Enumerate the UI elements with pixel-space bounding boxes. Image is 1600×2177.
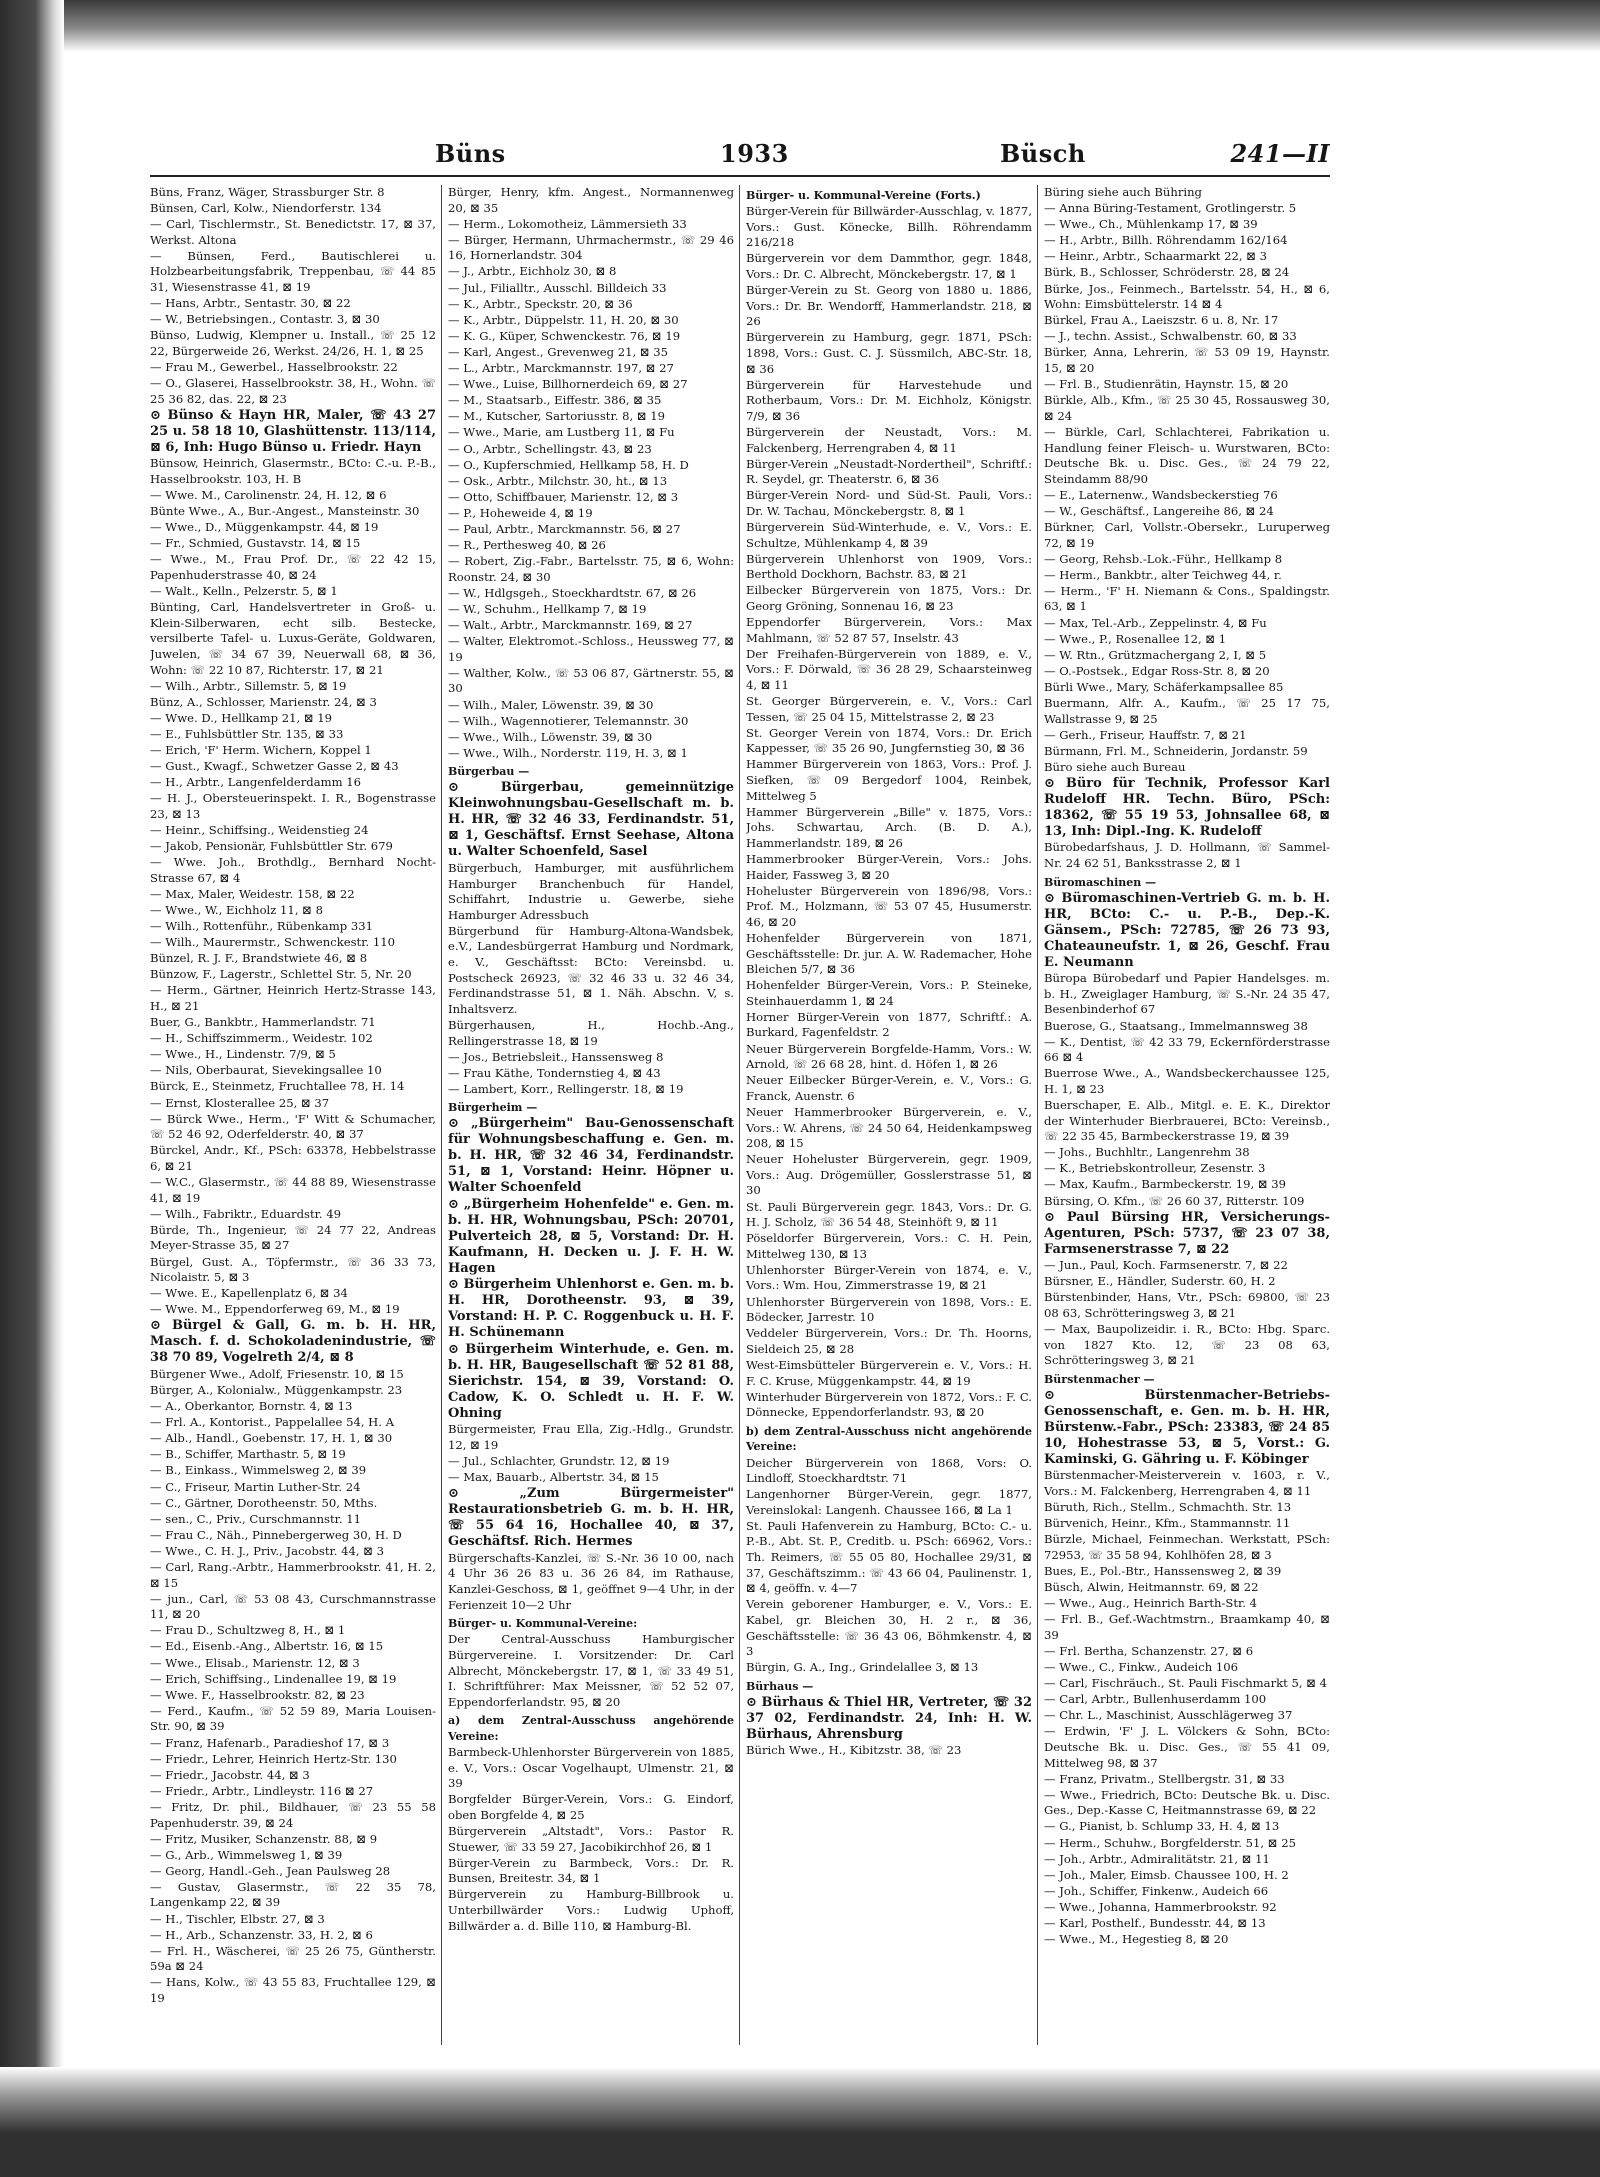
directory-entry: — H., Schiffszimmerm., Weidestr. 102 [150, 1031, 373, 1046]
directory-entry: Hammer Bürgerverein „Bille" v. 1875, Vors.: Johs. Schwartau, Arch. (B. D. A.), Hammerlandstr. 189, ⊠ 26 [746, 804, 1032, 850]
directory-entry: Bürger-Verein zu Barmbeck, Vors.: Dr. R. Bunsen, Breitestr. 34, ⊠ 1 [448, 1855, 734, 1886]
directory-entry: Bürgerverein Uhlenhorst von 1909, Vors.: Berthold Dockhorn, Bachstr. 83, ⊠ 21 [746, 551, 1032, 582]
directory-entry: — Friedr., Arbtr., Lindleystr. 116 ⊠ 27 [150, 1783, 374, 1798]
directory-entry: — Wwe., M., Frau Prof. Dr., ☏ 22 42 15, Papenhuderstrasse 40, ⊠ 24 [150, 552, 436, 582]
directory-entry: Bürstenmacher — [1044, 1372, 1155, 1386]
directory-entry: St. Georger Bürgerverein, e. V., Vors.: Carl Tessen, ☏ 25 04 15, Mittelstrasse 2, ⊠ 23 [746, 694, 1032, 724]
directory-entry: ⊙ Bürgerbau, gemeinnützige Kleinwohnungsbau-Gesellschaft m. b. H. HR, ☏ 32 46 33, Ferdinandstr. 51, ⊠ 1, Geschäftsf. Ernst Seehase, Altona u. Walter Schoenfeld, Sasel [448, 780, 734, 860]
directory-entry: Neuer Bürgerverein Borgfelde-Hamm, Vors.: W. Arnold, ☏ 26 68 28, hint. d. Höfen 1, ⊠ 26 [746, 1041, 1032, 1072]
header-year: 1933 [720, 139, 789, 168]
directory-entry: — Wilh., Rottenführ., Rübenkamp 331 [150, 919, 373, 934]
directory-entry: Bürgerverein „Altstadt", Vors.: Pastor R. Stuewer, ☏ 33 59 27, Jacobikirchhof 26, ⊠ 1 [448, 1823, 734, 1854]
directory-entry: — O., Glaserei, Hasselbrookstr. 38, H., Wohn. ☏ 25 36 82, das. 22, ⊠ 23 [150, 376, 436, 406]
directory-entry: — Franz, Hafenarb., Paradieshof 17, ⊠ 3 [150, 1735, 390, 1750]
directory-entry: — Herm., Bankbtr., alter Teichweg 44, r. [1044, 567, 1282, 582]
directory-entry: — Joh., Schiffer, Finkenw., Audeich 66 [1044, 1883, 1269, 1898]
directory-entry: Bürger-Verein für Billwärder-Ausschlag, v. 1877, Vors.: Gust. Könecke, Billh. Röhrendamm 216/218 [746, 204, 1032, 250]
directory-entry: Hoheluster Bürgerverein von 1896/98, Vors.: Prof. M., Holzmann, ☏ 53 07 45, Husumerstr. 46, ⊠ 20 [746, 883, 1032, 929]
directory-entry: Neuer Eilbecker Bürger-Verein, e. V., Vors.: G. Franck, Auenstr. 6 [746, 1073, 1032, 1103]
directory-entry: St. Georger Verein von 1874, Vors.: Dr. Erich Kappesser, ☏ 35 26 90, Jungfernstieg 30, ⊠ 36 [746, 725, 1032, 756]
directory-entry: — Wilh., Fabriktr., Eduardstr. 49 [150, 1206, 342, 1221]
directory-entry: ⊙ Bürgerheim Uhlenhorst e. Gen. m. b. H. HR, Dorotheenstr. 93, ⊠ 39, Vorstand: H. P. C. Roggenbuck u. H. F. H. Schünemann [448, 1277, 734, 1341]
directory-entry: — Walt., Arbtr., Marckmannstr. 169, ⊠ 27 [448, 618, 693, 633]
directory-entry: ⊙ „Bürgerheim Hohenfelde" e. Gen. m. b. H. HR, Wohnungsbau, PSch: 20701, Pulverteich 28, ⊠ 5, Vorstand: Dr. H. Kaufmann, H. Decken u. J. F. H. W. Hagen [448, 1196, 734, 1276]
directory-entry: Bürgener Wwe., Adolf, Friesenstr. 10, ⊠ 15 [150, 1366, 404, 1381]
directory-entry: — B., Einkass., Wimmelsweg 2, ⊠ 39 [150, 1463, 367, 1478]
directory-entry: Bürstenbinder, Hans, Vtr., PSch: 69800, ☏ 23 08 63, Schrötteringsweg 3, ⊠ 21 [1044, 1290, 1330, 1320]
directory-entry: Büruth, Rich., Stellm., Schmachth. Str. 13 [1044, 1500, 1292, 1515]
directory-entry: — Frl. H., Wäscherei, ☏ 25 26 75, Güntherstr. 59a ⊠ 24 [150, 1943, 436, 1974]
directory-page [150, 135, 1330, 2045]
directory-entry: — Lambert, Korr., Rellingerstr. 18, ⊠ 19 [448, 1081, 684, 1096]
directory-entry: — Jakob, Pensionär, Fuhlsbüttler Str. 679 [150, 839, 393, 854]
directory-entry: Deicher Bürgerverein von 1868, Vors: O. Lindloff, Stoeckhardtstr. 71 [746, 1455, 1032, 1486]
directory-entry: — Friedr., Jacobstr. 44, ⊠ 3 [150, 1767, 310, 1782]
header-right-keyword: Büsch [1000, 139, 1086, 168]
directory-entry: — A., Oberkantor, Bornstr. 4, ⊠ 13 [150, 1399, 353, 1414]
directory-entry: — G., Arb., Wimmelsweg 1, ⊠ 39 [150, 1847, 343, 1862]
directory-entry: — Fr., Schmied, Gustavstr. 14, ⊠ 15 [150, 536, 361, 551]
directory-entry: — sen., C., Priv., Curschmannstr. 11 [150, 1511, 362, 1526]
directory-entry: — H., Arbtr., Langenfelderdamm 16 [150, 775, 362, 790]
directory-entry: — Walther, Kolw., ☏ 53 06 87, Gärtnerstr. 55, ⊠ 30 [448, 665, 734, 696]
directory-entry: Bürgerbuch, Hamburger, mit ausführlichem Hamburger Branchenbuch für Handel, Schiffahrt, Industrie u. Gewerbe, siehe Hamburger Adressbuch [448, 860, 734, 922]
directory-entry: ⊙ Bürgel & Gall, G. m. b. H. HR, Masch. f. d. Schokoladenindustrie, ☏ 38 70 89, Vogelreth 2/4, ⊠ 8 [150, 1318, 436, 1366]
directory-entry: Hammerbrooker Bürger-Verein, Vors.: Johs. Haider, Fassweg 3, ⊠ 20 [746, 851, 1032, 882]
directory-entry: — Max, Kaufm., Barmbeckerstr. 19, ⊠ 39 [1044, 1177, 1287, 1192]
directory-entry: — H. J., Obersteuerinspekt. I. R., Bogenstrasse 23, ⊠ 13 [150, 791, 436, 821]
directory-entry: — Georg, Rehsb.-Lok.-Führ., Hellkamp 8 [1044, 551, 1283, 566]
directory-entry: Bürgerschafts-Kanzlei, ☏ S.-Nr. 36 10 00, nach 4 Uhr 36 26 83 u. 36 26 84, im Rathause, Kanzlei-Geschoss, ⊠ 1, geöffnet 9—4 Uhr, in der Ferienzeit 10—2 Uhr [448, 1550, 734, 1612]
scan-top-shadow [0, 0, 1600, 52]
directory-entry: — M., Staatsarb., Eiffestr. 386, ⊠ 35 [448, 393, 662, 408]
directory-entry: — Wwe., Johanna, Hammerbrookstr. 92 [1044, 1899, 1277, 1914]
directory-entry: Langenhorner Bürger-Verein, gegr. 1877, Vereinslokal: Langenh. Chaussee 166, ⊠ La 1 [746, 1487, 1032, 1517]
directory-entry: Bünsow, Heinrich, Glasermstr., BCto: C.-u. P.-B., Hasselbrookstr. 103, H. B [150, 456, 436, 486]
directory-entry: — Gustav, Glasermstr., ☏ 22 35 78, Langenkamp 22, ⊠ 39 [150, 1879, 436, 1910]
scan-left-edge [0, 0, 64, 2177]
directory-entry: — Wilh., Arbtr., Sillemstr. 5, ⊠ 19 [150, 678, 347, 693]
directory-entry: — Frl. B., Studienrätin, Haynstr. 15, ⊠ 20 [1044, 377, 1289, 392]
directory-entry: — Frl. B., Gef.-Wachtmstrn., Braamkamp 40, ⊠ 39 [1044, 1612, 1330, 1642]
directory-entry: Borgfelder Bürger-Verein, Vors.: G. Eindorf, oben Borgfelde 4, ⊠ 25 [448, 1792, 734, 1822]
directory-entry: Bürgerverein zu Hamburg-Billbrook u. Unterbillwärder Vors.: Ludwig Uphoff, Billwärder a. d. Bille 110, ⊠ Hamburg-Bl. [448, 1887, 734, 1933]
directory-entry: — Jul., Schlachter, Grundstr. 12, ⊠ 19 [448, 1454, 670, 1469]
directory-entry: — C., Gärtner, Dorotheenstr. 50, Mths. [150, 1495, 378, 1510]
directory-entry: — Osk., Arbtr., Milchstr. 30, ht., ⊠ 13 [448, 473, 668, 488]
directory-entry: Buermann, Alfr. A., Kaufm., ☏ 25 17 75, Wallstrasse 9, ⊠ 25 [1044, 696, 1330, 726]
directory-entry: Bürger- u. Kommunal-Vereine: [448, 1617, 638, 1631]
directory-entry: — Gust., Kwagf., Schwetzer Gasse 2, ⊠ 43 [150, 759, 399, 774]
directory-entry: — Ferd., Kaufm., ☏ 52 59 89, Maria Louisen-Str. 90, ⊠ 39 [150, 1703, 436, 1734]
directory-entry: Büro siehe auch Bureau [1044, 759, 1186, 774]
directory-entry: — Wwe., D., Müggenkampstr. 44, ⊠ 19 [150, 520, 379, 535]
directory-entry: — O., Kupferschmied, Hellkamp 58, H. D [448, 457, 689, 472]
directory-entry: Buerrose Wwe., A., Wandsbeckerchaussee 125, H. 1, ⊠ 23 [1044, 1066, 1330, 1096]
directory-entry: — Otto, Schiffbauer, Marienstr. 12, ⊠ 3 [448, 489, 679, 504]
directory-entry: — Wwe., C., Finkw., Audeich 106 [1044, 1660, 1239, 1675]
directory-entry: — Wwe., M., Hegestieg 8, ⊠ 20 [1044, 1932, 1229, 1947]
directory-entry: — Wwe., Elisab., Marienstr. 12, ⊠ 3 [150, 1655, 360, 1670]
directory-entry: — J., techn. Assist., Schwalbenstr. 60, ⊠ 33 [1044, 329, 1297, 344]
directory-entry: — Franz, Privatm., Stellbergstr. 31, ⊠ 33 [1044, 1771, 1285, 1786]
directory-entry: — Herm., Lokomotheiz, Lämmersieth 33 [448, 216, 687, 231]
directory-entry: — Wwe., Friedrich, BCto: Deutsche Bk. u. Disc. Ges., Dep.-Kasse C, Heitmannstrasse 69, ⊠ 22 [1044, 1787, 1330, 1818]
directory-entry: — K., Betriebskontrolleur, Zesenstr. 3 [1044, 1161, 1266, 1176]
directory-entry: Buerose, G., Staatsang., Immelmannsweg 38 [1044, 1018, 1308, 1033]
directory-entry: Hohenfelder Bürgerverein von 1871, Geschäftsstelle: Dr. jur. A. W. Rademacher, Hohe Bleichen 5/7, ⊠ 36 [746, 930, 1032, 977]
directory-entry: — Carl, Fischräuch., St. Pauli Fischmarkt 5, ⊠ 4 [1044, 1676, 1328, 1691]
directory-entry: — Jun., Paul, Koch. Farmsenerstr. 7, ⊠ 22 [1044, 1258, 1288, 1273]
directory-entry: Hammer Bürgerverein von 1863, Vors.: Prof. J. Siefken, ☏ 09 Bergedorf 1004, Reinbek, Mittelweg 5 [746, 757, 1032, 803]
directory-entry: West-Eimsbütteler Bürgerverein e. V., Vors.: H. F. C. Kruse, Müggenkampstr. 44, ⊠ 19 [746, 1357, 1032, 1388]
directory-entry: ⊙ Bürgerheim Winterhude, e. Gen. m. b. H. HR, Baugesellschaft ☏ 52 81 88, Sierichstr. 154, ⊠ 39, Vorstand: O. Cadow, K. O. Schledt u. H. F. W. Ohning [448, 1341, 734, 1421]
directory-entry: — Wwe., Ch., Mühlenkamp 17, ⊠ 39 [1044, 217, 1258, 232]
directory-entry: Bürgerverein Süd-Winterhude, e. V., Vors.: E. Schultze, Mühlenkamp 4, ⊠ 39 [746, 519, 1032, 550]
directory-entry: — Wwe., Luise, Billhornerdeich 69, ⊠ 27 [448, 377, 688, 392]
directory-entry: Bürger, A., Kolonialw., Müggenkampstr. 23 [150, 1382, 403, 1397]
directory-entry: — K., Arbtr., Düppelstr. 11, H. 20, ⊠ 30 [448, 312, 679, 327]
directory-entry: — O., Arbtr., Schellingstr. 43, ⊠ 23 [448, 441, 652, 456]
columns [150, 185, 1330, 2045]
directory-entry: — Robert, Zig.-Fabr., Bartelsstr. 75, ⊠ 6, Wohn: Roonstr. 24, ⊠ 30 [448, 554, 734, 584]
directory-entry: — Wwe. E., Kapellenplatz 6, ⊠ 34 [150, 1286, 348, 1301]
directory-entry: ⊙ Bürstenmacher-Betriebs-Genossenschaft, e. Gen. m. b. H. HR, Bürstenw.-Fabr., PSch: 23383, ☏ 24 85 10, Hohestrasse 53, ⊠ 5, Vorst.: G. Kaminski, G. Gähring u. F. Köbinger [1044, 1387, 1330, 1467]
directory-entry: — K., Dentist, ☏ 42 33 79, Eckernförderstrasse 66 ⊠ 4 [1044, 1034, 1330, 1065]
column-1 [150, 185, 436, 2045]
directory-entry: — Friedr., Lehrer, Heinrich Hertz-Str. 130 [150, 1751, 397, 1766]
directory-entry: — Frau C., Näh., Pinnebergerweg 30, H. D [150, 1527, 402, 1542]
directory-entry: — H., Arb., Schanzenstr. 33, H. 2, ⊠ 6 [150, 1927, 373, 1942]
directory-entry: — Johs., Buchhltr., Langenrehm 38 [1044, 1145, 1250, 1160]
directory-entry: ⊙ „Zum Bürgermeister" Restaurationsbetrieb G. m. b. H. HR, ☏ 55 64 16, Hochallee 40, ⊠ 37, Geschäftsf. Rich. Hermes [448, 1486, 734, 1550]
directory-entry: — Joh., Arbtr., Admiralitätstr. 21, ⊠ 11 [1044, 1851, 1270, 1866]
directory-entry: — Erich, 'F' Herm. Wichern, Koppel 1 [150, 743, 372, 757]
directory-entry: Bürhaus — [746, 1679, 814, 1693]
directory-entry: Bürgerverein der Neustadt, Vors.: M. Falckenberg, Herrengraben 4, ⊠ 11 [746, 424, 1032, 455]
directory-entry: — W., Hdlgsgeh., Stoeckhardtstr. 67, ⊠ 26 [448, 585, 697, 600]
directory-entry: Bürobedarfshaus, J. D. Hollmann, ☏ Sammel-Nr. 24 62 51, Banksstrasse 2, ⊠ 1 [1044, 840, 1330, 871]
directory-entry: Bünting, Carl, Handelsvertreter in Groß- u. Klein-Silberwaren, echt silb. Bestecke, versilberte Tafel- u. Luxus-Geräte, Goldwaren, Juwelen, ☏ 34 67 39, Neuerwall 68, ⊠ 36, Wohn: ☏ 22 10 87, Richterstr. 17, ⊠ 21 [150, 600, 436, 677]
directory-entry: Eppendorfer Bürgerverein, Vors.: Max Mahlmann, ☏ 52 87 57, Inselstr. 43 [746, 615, 1032, 645]
directory-entry: Bürgerbund für Hamburg-Altona-Wandsbek, e.V., Landesbürgerrat Hamburg und Nordmark, e. V., Geschäftsst: BCto: Vereinsbd. u. Postscheck 26923, ☏ 32 46 33 u. 32 46 34, Ferdinandstrasse 51, ⊠ 1. Näh. Abschn. V, s. Inhaltsverz. [448, 923, 734, 1016]
directory-entry: Bürkner, Carl, Vollstr.-Obersekr., Luruperweg 72, ⊠ 19 [1044, 519, 1330, 550]
directory-entry: — Wwe. M., Eppendorferweg 69, M., ⊠ 19 [150, 1302, 400, 1317]
directory-entry: ⊙ Büromaschinen-Vertrieb G. m. b. H. HR, BCto: C.- u. P.-B., Dep.-K. Gänsem., PSch: 72785, ☏ 26 73 93, Chateauneufstr. 1, ⊠ 26, Geschf. Frau E. Neumann [1044, 890, 1330, 970]
directory-entry: Winterhuder Bürgerverein von 1872, Vors.: F. C. Dönnecke, Eppendorferlandstr. 93, ⊠ 20 [746, 1389, 1032, 1420]
directory-entry: Bürzle, Michael, Feinmechan. Werkstatt, PSch: 72953, ☏ 35 58 94, Kohlhöfen 28, ⊠ 3 [1044, 1532, 1330, 1562]
directory-entry: — Frau D., Schultzweg 8, H., ⊠ 1 [150, 1623, 346, 1638]
directory-entry: — Ernst, Klosterallee 25, ⊠ 37 [150, 1095, 330, 1110]
directory-entry: — Erdwin, 'F' J. L. Völckers & Sohn, BCto: Deutsche Bk. u. Disc. Ges., ☏ 55 41 09, Mittelweg 98, ⊠ 37 [1044, 1724, 1330, 1770]
directory-entry: Bürgermeister, Frau Ella, Zig.-Hdlg., Grundstr. 12, ⊠ 19 [448, 1422, 734, 1453]
directory-entry: Büropa Bürobedarf und Papier Handelsges. m. b. H., Zweiglager Hamburg, ☏ S.-Nr. 24 35 47, Besenbinderhof 67 [1044, 971, 1330, 1017]
directory-entry: Bürger-Verein „Neustadt-Nordertheil", Schriftf.: R. Seydel, gr. Theaterstr. 6, ⊠ 36 [746, 456, 1032, 487]
directory-entry: — Bürkle, Carl, Schlachterei, Fabrikation u. Handlung feiner Fleisch- u. Wurstwaren, BCto: Deutsche Bk. u. Disc. Ges., ☏ 24 79 22, Steindamm 88/90 [1044, 424, 1330, 486]
page-header [150, 135, 1330, 177]
directory-entry: Bürger-Verein Nord- und Süd-St. Pauli, Vors.: Dr. W. Tachau, Mönckebergstr. 8, ⊠ 1 [746, 488, 1032, 518]
directory-entry: Bürmann, Frl. M., Schneiderin, Jordanstr. 59 [1044, 743, 1308, 758]
directory-entry: — Max, Baupolizeidir. i. R., BCto: Hbg. Sparc. von 1827 Kto. 12, ☏ 23 08 63, Schrötteringsweg 3, ⊠ 21 [1044, 1322, 1330, 1368]
directory-entry: — Bünsen, Ferd., Bautischlerei u. Holzbearbeitungsfabrik, Treppenbau, ☏ 44 85 31, Wiesenstrasse 41, ⊠ 19 [150, 248, 436, 295]
header-left-keyword: Büns [435, 139, 506, 168]
directory-entry: ⊙ Paul Bürsing HR, Versicherungs-Agenturen, PSch: 5737, ☏ 23 07 38, Farmsenerstrasse 7, ⊠ 22 [1044, 1209, 1330, 1257]
directory-entry: Bünte Wwe., A., Bur.-Angest., Mansteinstr. 30 [150, 504, 420, 519]
directory-entry: — Frau M., Gewerbel., Hasselbrookstr. 22 [150, 360, 398, 375]
directory-entry: Eilbecker Bürgerverein von 1875, Vors.: Dr. Georg Gröning, Sonnenau 16, ⊠ 23 [746, 583, 1032, 613]
directory-entry: — Chr. L., Maschinist, Ausschlägerweg 37 [1044, 1708, 1293, 1723]
directory-entry: — Gerh., Friseur, Hauffstr. 7, ⊠ 21 [1044, 727, 1247, 742]
directory-entry: — Herm., Gärtner, Heinrich Hertz-Strasse 143, H., ⊠ 21 [150, 983, 436, 1013]
directory-entry: — Wwe. D., Hellkamp 21, ⊠ 19 [150, 710, 332, 725]
directory-entry: ⊙ Büro für Technik, Professor Karl Rudeloff HR. Techn. Büro, PSch: 18362, ☏ 55 19 53, Johnsallee 68, ⊠ 13, Inh: Dipl.-Ing. K. Rudeloff [1044, 775, 1330, 839]
directory-entry: — O.-Postsek., Edgar Ross-Str. 8, ⊠ 20 [1044, 663, 1270, 678]
directory-entry: Horner Bürger-Verein von 1877, Schriftf.: A. Burkard, Fagenfeldstr. 2 [746, 1009, 1032, 1040]
directory-entry: — Wwe., C. H. J., Priv., Jacobstr. 44, ⊠ 3 [150, 1543, 385, 1558]
directory-entry: — M., Kutscher, Sartoriusstr. 8, ⊠ 19 [448, 409, 665, 424]
directory-entry: Bürgin, G. A., Ing., Grindelallee 3, ⊠ 13 [746, 1660, 979, 1675]
directory-entry: Barmbeck-Uhlenhorster Bürgerverein von 1885, e. V., Vors.: Oscar Vogelhaupt, Ulmenstr. 21, ⊠ 39 [448, 1744, 734, 1791]
directory-entry: — Carl, Arbtr., Bullenhuserdamm 100 [1044, 1692, 1267, 1707]
directory-entry: Bünzow, F., Lagerstr., Schlettel Str. 5, Nr. 20 [150, 967, 412, 982]
directory-entry: — P., Hoheweide 4, ⊠ 19 [448, 505, 593, 520]
directory-entry: St. Pauli Hafenverein zu Hamburg, BCto: C.- u. P.-B., Abt. St. P., Creditb. u. PSch: 66962, Vors.: Th. Reimers, ☏ 55 05 80, Hochallee 29/31, ⊠ 37, Geschäftszimm.: ☏ 43 66 04, Paulinenstr. 1, ⊠ 4, geöffn. v. 4—7 [746, 1518, 1032, 1596]
directory-entry: — Fritz, Musiker, Schanzenstr. 88, ⊠ 9 [150, 1831, 378, 1846]
directory-entry: — Frl. A., Kontorist., Pappelallee 54, H. A [150, 1415, 395, 1430]
directory-entry: Uhlenhorster Bürger-Verein von 1874, e. V., Vors.: Wm. Hou, Zimmerstrasse 19, ⊠ 21 [746, 1262, 1032, 1293]
directory-entry: — Max, Maler, Weidestr. 158, ⊠ 22 [150, 886, 355, 901]
column-rule [441, 185, 442, 2045]
directory-entry: — Hans, Kolw., ☏ 43 55 83, Fruchtallee 129, ⊠ 19 [150, 1975, 436, 2006]
directory-entry: — Jos., Betriebsleit., Hanssensweg 8 [448, 1049, 664, 1064]
directory-entry: — Nils, Oberbaurat, Sievekingsallee 10 [150, 1063, 382, 1078]
directory-entry: — Wwe., Wilh., Löwenstr. 39, ⊠ 30 [448, 729, 653, 744]
directory-entry: — Heinr., Schiffsing., Weidenstieg 24 [150, 822, 369, 837]
directory-entry: — Carl, Rang.-Arbtr., Hammerbrookstr. 41, H. 2, ⊠ 15 [150, 1560, 436, 1590]
directory-entry: St. Pauli Bürgerverein gegr. 1843, Vors.: Dr. G. H. J. Scholz, ☏ 36 54 48, Steinhöft 9, ⊠ 11 [746, 1199, 1032, 1230]
directory-entry: b) dem Zentral-Ausschuss nicht angehörende Vereine: [746, 1424, 1032, 1454]
directory-entry: — Wwe., Aug., Heinrich Barth-Str. 4 [1044, 1596, 1258, 1611]
directory-entry: Buer, G., Bankbtr., Hammerlandstr. 71 [150, 1015, 376, 1030]
directory-entry: Buerschaper, E. Alb., Mitgl. e. E. K., Direktor der Winterhuder Bierbrauerei, BCto: Vereinsb., ☏ 22 35 45, Barmbeckerstrasse 19, ⊠ 39 [1044, 1098, 1330, 1144]
directory-entry: Bürich Wwe., H., Kibitzstr. 38, ☏ 23 [746, 1743, 962, 1758]
directory-entry: — Max, Tel.-Arb., Zeppelinstr. 4, ⊠ Fu [1044, 615, 1267, 630]
directory-entry: — Bürger, Hermann, Uhrmachermstr., ☏ 29 46 16, Hornerlandstr. 304 [448, 232, 734, 263]
directory-entry: — Carl, Tischlermstr., St. Benedictstr. 17, ⊠ 37, Werkst. Altona [150, 217, 436, 247]
directory-entry: — Heinr., Arbtr., Schaarmarkt 22, ⊠ 3 [1044, 249, 1268, 264]
directory-entry: — K., Arbtr., Speckstr. 20, ⊠ 36 [448, 296, 633, 311]
directory-entry: ⊙ „Bürgerheim" Bau-Genossenschaft für Wohnungsbeschaffung e. Gen. m. b. H. HR, ☏ 32 46 34, Ferdinandstr. 51, ⊠ 1, Vorstand: Heinr. Höpner u. Walter Schoenfeld [448, 1116, 734, 1196]
directory-entry: Hohenfelder Bürger-Verein, Vors.: P. Steineke, Steinhauerdamm 1, ⊠ 24 [746, 978, 1032, 1008]
directory-entry: Verein geborener Hamburger, e. V., Vors.: E. Kabel, gr. Bleichen 30, H. 2 r., ⊠ 36, Geschäftsstelle: ☏ 36 43 06, Böhmkenstr. 4, ⊠ 3 [746, 1597, 1032, 1659]
directory-entry: Bürgerbau — [448, 765, 530, 779]
column-rule [1037, 185, 1038, 2045]
directory-entry: — Wwe., Marie, am Lustberg 11, ⊠ Fu [448, 425, 675, 440]
directory-entry: — Wwe., Wilh., Norderstr. 119, H. 3, ⊠ 1 [448, 745, 688, 760]
column-2 [448, 185, 734, 2045]
directory-entry: Bürsner, E., Händler, Suderstr. 60, H. 2 [1044, 1274, 1276, 1289]
directory-entry: Der Freihafen-Bürgerverein von 1889, e. V., Vors.: F. Dörwald, ☏ 36 28 29, Schaarsteinweg 4, ⊠ 11 [746, 646, 1032, 692]
directory-entry: — Wwe., H., Lindenstr. 7/9, ⊠ 5 [150, 1047, 336, 1062]
directory-entry: Bürgerverein zu Hamburg, gegr. 1871, PSch: 1898, Vors.: Gust. C. J. Süssmilch, ABC-Str. 18, ⊠ 36 [746, 330, 1032, 376]
directory-entry: — W. Rtn., Grützmachergang 2, I, ⊠ 5 [1044, 647, 1267, 662]
directory-entry: — W., Betriebsingen., Contastr. 3, ⊠ 30 [150, 312, 380, 327]
directory-entry: Büsch, Alwin, Heitmannstr. 69, ⊠ 22 [1044, 1580, 1259, 1595]
directory-entry: — Wwe. F., Hasselbrookstr. 82, ⊠ 23 [150, 1687, 365, 1702]
directory-entry: Büns, Franz, Wäger, Strassburger Str. 8 [150, 185, 385, 199]
directory-entry: Büromaschinen — [1044, 875, 1157, 889]
directory-entry: — Wilh., Maurermstr., Schwenckestr. 110 [150, 935, 395, 950]
directory-entry: — R., Perthesweg 40, ⊠ 26 [448, 538, 606, 553]
directory-entry: Bürvenich, Heinr., Kfm., Stammannstr. 11 [1044, 1516, 1291, 1531]
directory-entry: Uhlenhorster Bürgerverein von 1898, Vors.: E. Bödecker, Jarrestr. 10 [746, 1294, 1032, 1325]
directory-entry: Bürger-Verein zu St. Georg von 1880 u. 1886, Vors.: Dr. Br. Wendorff, Hammerlandstr. 218, ⊠ 26 [746, 283, 1032, 329]
directory-entry: — Walter, Elektromot.-Schloss., Heussweg 77, ⊠ 19 [448, 634, 734, 664]
directory-entry: — L., Arbtr., Marckmannstr. 197, ⊠ 27 [448, 361, 674, 376]
directory-entry: ⊙ Bünso & Hayn HR, Maler, ☏ 43 27 25 u. 58 18 10, Glashüttenstr. 113/114, ⊠ 6, Inh: Hugo Bünso u. Friedr. Hayn [150, 407, 436, 455]
directory-entry: — Max, Bauarb., Albertstr. 34, ⊠ 15 [448, 1470, 659, 1485]
directory-entry: — Joh., Maler, Eimsb. Chaussee 100, H. 2 [1044, 1867, 1289, 1882]
directory-entry: ⊙ Bürhaus & Thiel HR, Vertreter, ☏ 32 37 02, Ferdinandstr. 24, Inh: H. W. Bürhaus, Ahrensburg [746, 1694, 1032, 1742]
directory-entry: — Frl. Bertha, Schanzenstr. 27, ⊠ 6 [1044, 1643, 1254, 1658]
directory-entry: — jun., Carl, ☏ 53 08 43, Curschmannstrasse 11, ⊠ 20 [150, 1591, 436, 1622]
directory-entry: Bürsing, O. Kfm., ☏ 26 60 37, Ritterstr. 109 [1044, 1193, 1305, 1208]
directory-entry: — H., Tischler, Elbstr. 27, ⊠ 3 [150, 1911, 325, 1926]
directory-entry: Bürgerverein für Harvestehude und Rotherbaum, Vors.: Dr. M. Eichholz, Königstr. 7/9, ⊠ 36 [746, 377, 1032, 423]
directory-entry: — Wwe. Joh., Brothdlg., Bernhard Nocht-Strasse 67, ⊠ 4 [150, 855, 436, 885]
directory-entry: Bürker, Anna, Lehrerin, ☏ 53 09 19, Haynstr. 15, ⊠ 20 [1044, 345, 1330, 376]
directory-entry: — Ed., Eisenb.-Ang., Albertstr. 16, ⊠ 15 [150, 1639, 384, 1654]
directory-entry: Bues, E., Pol.-Btr., Hanssensweg 2, ⊠ 39 [1044, 1563, 1282, 1578]
directory-entry: Bünso, Ludwig, Klempner u. Install., ☏ 25 12 22, Bürgerweide 26, Werkst. 24/26, H. 1, ⊠ 25 [150, 328, 436, 358]
directory-entry: — Walt., Kelln., Pelzerstr. 5, ⊠ 1 [150, 584, 338, 599]
directory-entry: — Erich, Schiffsing., Lindenallee 19, ⊠ 19 [150, 1671, 397, 1686]
directory-entry: — Paul, Arbtr., Marckmannstr. 56, ⊠ 27 [448, 521, 681, 536]
directory-entry: Bürstenmacher-Meisterverein v. 1603, r. V., Vors.: M. Falckenberg, Herrengraben 4, ⊠ 11 [1044, 1468, 1330, 1498]
page-number: 241—II [1230, 139, 1330, 168]
directory-entry: Pöseldorfer Bürgerverein, Vors.: C. H. Pein, Mittelweg 130, ⊠ 13 [746, 1231, 1032, 1261]
directory-entry: — C., Friseur, Martin Luther-Str. 24 [150, 1479, 361, 1494]
column-4 [1044, 185, 1330, 2045]
directory-entry: — Hans, Arbtr., Sentastr. 30, ⊠ 22 [150, 296, 351, 311]
directory-entry: — Jul., Filialltr., Ausschl. Billdeich 33 [448, 280, 667, 295]
directory-entry: Bünz, A., Schlosser, Marienstr. 24, ⊠ 3 [150, 694, 377, 709]
directory-entry: — Wwe., P., Rosenallee 12, ⊠ 1 [1044, 631, 1227, 646]
directory-entry: Bünsen, Carl, Kolw., Niendorferstr. 134 [150, 201, 382, 216]
directory-entry: Veddeler Bürgerverein, Vors.: Dr. Th. Hoorns, Sieldeich 25, ⊠ 28 [746, 1326, 1032, 1356]
directory-entry: Bürde, Th., Ingenieur, ☏ 24 77 22, Andreas Meyer-Strasse 35, ⊠ 27 [150, 1222, 436, 1253]
directory-entry: — E., Fuhlsbüttler Str. 135, ⊠ 33 [150, 726, 344, 741]
directory-entry: — Frau Käthe, Tondernstieg 4, ⊠ 43 [448, 1065, 661, 1080]
directory-entry: — Wilh., Maler, Löwenstr. 39, ⊠ 30 [448, 697, 654, 712]
scan-bottom-shadow [0, 2067, 1600, 2177]
directory-entry: Bürger- u. Kommunal-Vereine (Forts.) [746, 189, 981, 202]
directory-entry: — Wwe. M., Carolinenstr. 24, H. 12, ⊠ 6 [150, 488, 387, 502]
column-rule [739, 185, 740, 2045]
directory-entry: — Karl, Posthelf., Bundesstr. 44, ⊠ 13 [1044, 1916, 1266, 1931]
directory-entry: — Bürck Wwe., Herm., 'F' Witt & Schumacher, ☏ 52 46 92, Oderfelderstr. 40, ⊠ 37 [150, 1111, 436, 1142]
directory-entry: — W., Schuhm., Hellkamp 7, ⊠ 19 [448, 601, 647, 616]
directory-entry: — B., Schiffer, Marthastr. 5, ⊠ 19 [150, 1447, 346, 1462]
directory-entry: Bürck, E., Steinmetz, Fruchtallee 78, H. 14 [150, 1079, 405, 1094]
directory-entry: Bürli Wwe., Mary, Schäferkampsallee 85 [1044, 679, 1284, 694]
directory-entry: a) dem Zentral-Ausschuss angehörende Vereine: [448, 1714, 734, 1743]
directory-entry: — Wwe., W., Eichholz 11, ⊠ 8 [150, 902, 323, 917]
column-3 [746, 185, 1032, 2045]
directory-entry: Bürgerhausen, H., Hochb.-Ang., Rellingerstrasse 18, ⊠ 19 [448, 1017, 734, 1048]
directory-entry: Bürgerverein vor dem Dammthor, gegr. 1848, Vors.: Dr. C. Albrecht, Mönckebergstr. 17, ⊠ 1 [746, 251, 1032, 281]
directory-entry: — W., Geschäftsf., Langereihe 86, ⊠ 24 [1044, 503, 1274, 518]
directory-entry: Bürk, B., Schlosser, Schröderstr. 28, ⊠ 24 [1044, 265, 1290, 280]
directory-entry: — J., Arbtr., Eichholz 30, ⊠ 8 [448, 264, 617, 279]
directory-entry: Bürgel, Gust. A., Töpfermstr., ☏ 36 33 73, Nicolaistr. 5, ⊠ 3 [150, 1254, 436, 1285]
directory-entry: — E., Laternenw., Wandsbeckerstieg 76 [1044, 487, 1278, 502]
directory-entry: — Herm., 'F' H. Niemann & Cons., Spaldingstr. 63, ⊠ 1 [1044, 583, 1330, 614]
directory-entry: — Wilh., Wagennotierer, Telemannstr. 30 [448, 713, 689, 728]
directory-entry: Neuer Hoheluster Bürgerverein, gegr. 1909, Vors.: Aug. Drögemüller, Gosslerstrasse 51, ⊠ 30 [746, 1152, 1032, 1198]
directory-entry: Bürke, Jos., Feinmech., Bartelsstr. 54, H., ⊠ 6, Wohn: Eimsbüttelerstr. 14 ⊠ 4 [1044, 281, 1330, 312]
directory-entry: — K. G., Küper, Schwenckestr. 76, ⊠ 19 [448, 328, 681, 343]
directory-entry: — H., Arbtr., Billh. Röhrendamm 162/164 [1044, 233, 1288, 248]
directory-entry: — Karl, Angest., Grevenweg 21, ⊠ 35 [448, 344, 668, 359]
directory-entry: Bürgerheim — [448, 1101, 538, 1115]
directory-entry: Bürckel, Andr., Kf., PSch: 63378, Hebbelstrasse 6, ⊠ 21 [150, 1143, 436, 1173]
directory-entry: Büring siehe auch Bühring [1044, 185, 1202, 199]
directory-entry: — Alb., Handl., Goebenstr. 17, H. 1, ⊠ 30 [150, 1431, 393, 1446]
directory-entry: Bürkel, Frau A., Laeiszstr. 6 u. 8, Nr. 17 [1044, 313, 1279, 328]
directory-entry: Bünzel, R. J. F., Brandstwiete 46, ⊠ 8 [150, 951, 368, 966]
directory-entry: Der Central-Ausschuss Hamburgischer Bürgervereine. I. Vorsitzender: Dr. Carl Albrecht, Mönckebergstr. 17, ⊠ 1, ☏ 33 49 51, I. Schriftführer: Max Meissner, ☏ 52 52 07, Eppendorferlandstr. 95, ⊠ 20 [448, 1632, 734, 1709]
directory-entry: Neuer Hammerbrooker Bürgerverein, e. V., Vors.: W. Ahrens, ☏ 24 50 64, Heidenkampsweg 208, ⊠ 15 [746, 1104, 1032, 1151]
directory-entry: — Georg, Handl.-Geh., Jean Paulsweg 28 [150, 1863, 391, 1878]
directory-entry: — G., Pianist, b. Schlump 33, H. 4, ⊠ 13 [1044, 1819, 1280, 1834]
directory-entry: — W.C., Glasermstr., ☏ 44 88 89, Wiesenstrasse 41, ⊠ 19 [150, 1175, 436, 1205]
directory-entry: — Anna Büring-Testament, Grotlingerstr. 5 [1044, 201, 1297, 216]
directory-entry: — Herm., Schuhw., Borgfelderstr. 51, ⊠ 25 [1044, 1835, 1296, 1850]
directory-entry: Bürkle, Alb., Kfm., ☏ 25 30 45, Rossausweg 30, ⊠ 24 [1044, 393, 1330, 423]
directory-entry: Bürger, Henry, kfm. Angest., Normannenweg 20, ⊠ 35 [448, 185, 734, 215]
directory-entry: — Fritz, Dr. phil., Bildhauer, ☏ 23 55 58 Papenhuderstr. 39, ⊠ 24 [150, 1799, 436, 1830]
